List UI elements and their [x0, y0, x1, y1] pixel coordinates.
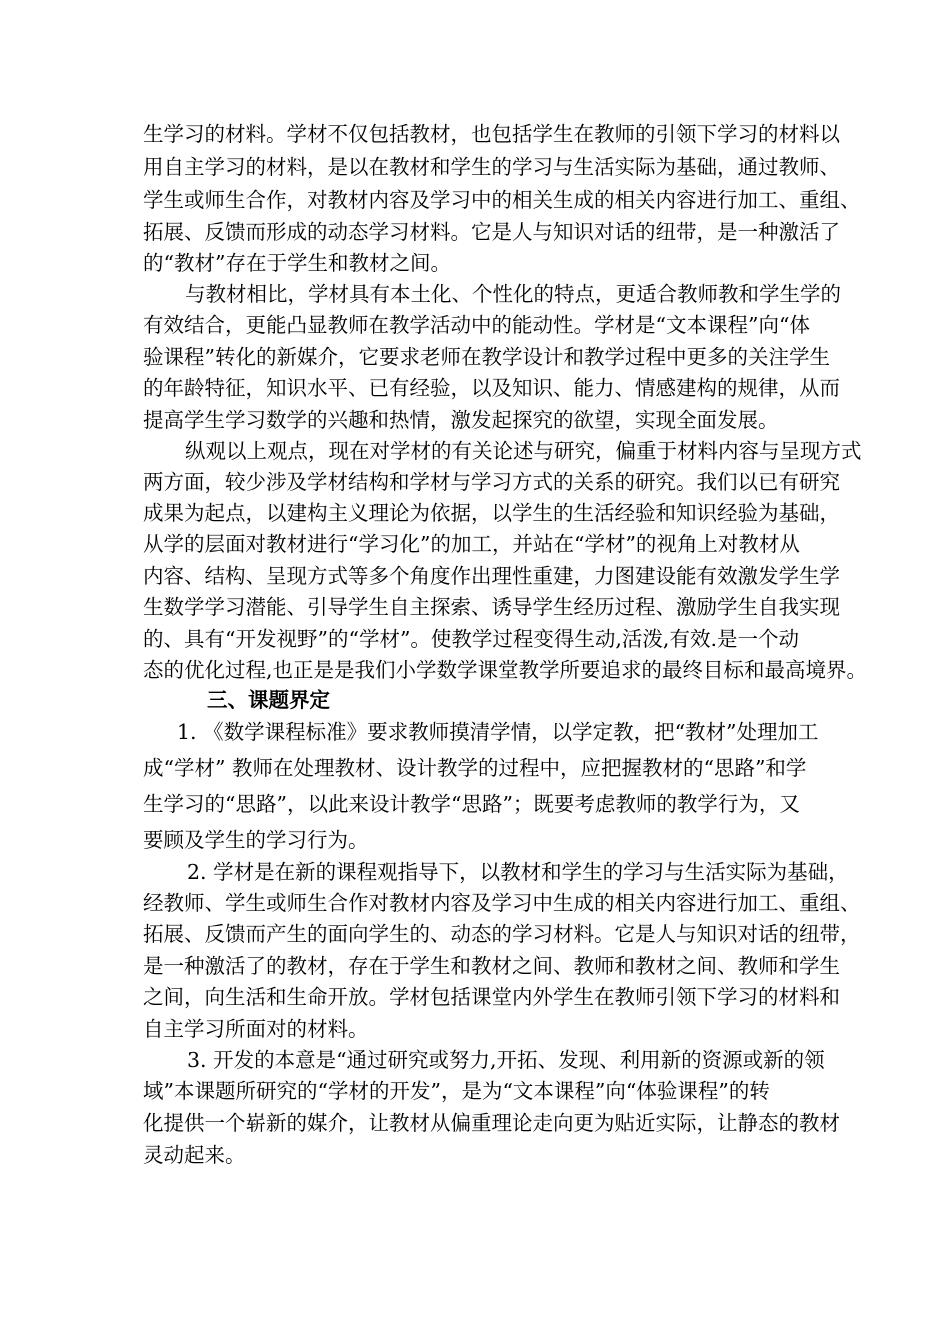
- paragraph-line: 经教师、学生或师生合作对教材内容及学习中生成的相关内容进行加工、重组、: [143, 891, 861, 915]
- paragraph-line: 生学习的“思路”，以此来设计教学“思路”；既要考虑教师的教学行为，又: [143, 792, 800, 816]
- paragraph-line: 提高学生学习数学的兴趣和热情，激发起探究的欲望，实现全面发展。: [143, 408, 779, 432]
- paragraph-line: 态的优化过程,也正是是我们小学数学课堂教学所要追求的最终目标和最高境界。: [143, 658, 868, 682]
- paragraph-line: 域”本课题所研究的“学材的开发”，是为“文本课程”向“体验课程”的转: [143, 1079, 770, 1103]
- paragraph-line: 生数学学习潜能、引导学生自主探索、诱导学生经历过程、激励学生自我实现: [143, 595, 840, 619]
- paragraph-line: 生学习的材料。学材不仅包括教材，也包括学生在教师的引领下学习的材料以: [143, 122, 840, 146]
- paragraph-line: 3. 开发的本意是“通过研究或努力,开拓、发现、利用新的资源或新的领: [187, 1048, 825, 1072]
- paragraph-line: 从学的层面对教材进行“学习化”的加工，并站在“学材”的视角上对教材从: [143, 532, 800, 556]
- paragraph-line: 学生或师生合作，对教材内容及学习中的相关生成的相关内容进行加工、重组、: [143, 188, 861, 212]
- paragraph-line: 的年龄特征，知识水平、已有经验，以及知识、能力、情感建构的规律，从而: [143, 376, 840, 400]
- paragraph-line: 成果为起点，以建构主义理论为依据，以学生的生活经验和知识经验为基础，: [143, 501, 840, 525]
- paragraph-line: 自主学习所面对的材料。: [143, 1017, 369, 1041]
- paragraph-line: 两方面，较少涉及学材结构和学材与学习方式的关系的研究。我们以已有研究: [143, 470, 840, 494]
- paragraph-line: 的、具有“开发视野”的“学材”。使教学过程变得生动,活泼,有效.是一个动: [143, 627, 799, 651]
- paragraph-line: 1. 《数学课程标准》要求教师摸清学情，以学定教，把“教材”处理加工: [177, 720, 819, 744]
- paragraph-line: 纵观以上观点，现在对学材的有关论述与研究，偏重于材料内容与呈现方式: [185, 439, 862, 463]
- paragraph-line: 化提供一个崭新的媒介，让教材从偏重理论走向更为贴近实际，让静态的教材: [143, 1111, 840, 1135]
- paragraph-line: 灵动起来。: [143, 1143, 246, 1167]
- paragraph-line: 验课程”转化的新媒介，它要求老师在教学设计和教学过程中更多的关注学生: [143, 345, 830, 369]
- paragraph-line: 是一种激活了的教材，存在于学生和教材之间、教师和教材之间、教师和学生: [143, 954, 840, 978]
- paragraph-line: 与教材相比，学材具有本土化、个性化的特点，更适合教师教和学生学的: [185, 282, 841, 306]
- paragraph-line: 拓展、反馈而形成的动态学习材料。它是人与知识对话的纽带，是一种激活了: [143, 220, 840, 244]
- paragraph-line: 成“学材” 教师在处理教材、设计教学的过程中，应把握教材的“思路”和学: [143, 756, 807, 780]
- section-heading: 三、课题界定: [207, 688, 330, 712]
- paragraph-line: 2. 学材是在新的课程观指导下，以教材和学生的学习与生活实际为基础，: [187, 860, 849, 884]
- paragraph-line: 拓展、反馈而产生的面向学生的、动态的学习材料。它是人与知识对话的纽带，: [143, 922, 861, 946]
- paragraph-line: 之间，向生活和生命开放。学材包括课堂内外学生在教师引领下学习的材料和: [143, 985, 840, 1009]
- paragraph-line: 有效结合，更能凸显教师在教学活动中的能动性。学材是“文本课程”向“体: [143, 313, 810, 337]
- paragraph-line: 要顾及学生的学习行为。: [143, 828, 369, 852]
- paragraph-line: 内容、结构、呈现方式等多个角度作出理性重建，力图建设能有效激发学生学: [143, 564, 840, 588]
- paragraph-line: 用自主学习的材料，是以在教材和学生的学习与生活实际为基础，通过教师、: [143, 155, 840, 179]
- paragraph-line: 的“教材”存在于学生和教材之间。: [143, 251, 451, 275]
